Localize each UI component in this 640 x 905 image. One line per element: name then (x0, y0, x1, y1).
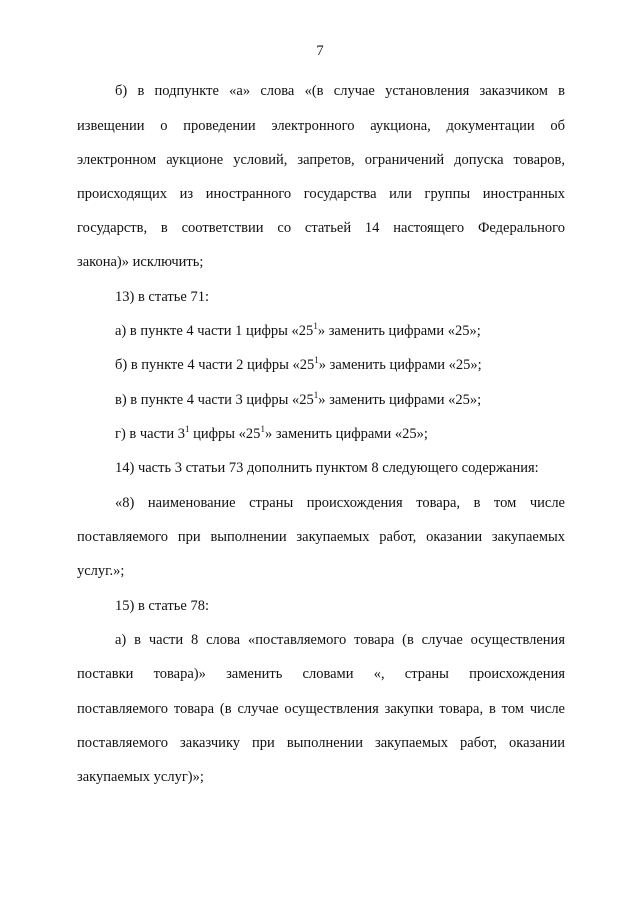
text-line: г) в части $3^1$ цифры «$25^1$» заменить цифрами «25»; (115, 424, 428, 442)
text-line: а) в части 8 слова «поставляемого товара (в случае осуществления (115, 632, 565, 648)
text-line: поставляемого при выполнении закупаемых работ, оказании закупаемых (77, 529, 565, 545)
text-line: в) в пункте 4 части 3 цифры «$25^1$» заменить цифрами «25»; (115, 390, 482, 408)
text-line: государств, в соответствии со статьей 14 настоящего Федерального (77, 220, 565, 236)
text-line: закона)» исключить; (77, 254, 204, 270)
text-line: 13) в статье 71: (115, 289, 209, 305)
text-line: 14) часть 3 статьи 73 дополнить пунктом 8 следующего содержания: (115, 460, 539, 476)
text-line: «8) наименование страны происхождения товара, в том числе (115, 495, 565, 511)
text-line: поставки товара)» заменить словами «, страны происхождения (77, 666, 565, 682)
text-line: электронном аукционе условий, запретов, ограничений допуска товаров, (77, 152, 565, 168)
text-line: услуг.»; (77, 563, 125, 579)
page-number: 7 (316, 43, 324, 59)
text-line: закупаемых услуг)»; (77, 769, 204, 785)
text-line: б) в пункте 4 части 2 цифры «$25^1$» заменить цифрами «25»; (115, 355, 482, 373)
text-line: поставляемого товара (в случае осуществления закупки товара, в том числе (77, 701, 565, 717)
text-line: б) в подпункте «а» слова «(в случае установления заказчиком в (115, 83, 565, 99)
text-line: поставляемого заказчику при выполнении закупаемых работ, оказании (77, 735, 565, 751)
text-line: происходящих из иностранного государства или группы иностранных (77, 186, 565, 202)
text-line: а) в пункте 4 части 1 цифры «$25^1$» заменить цифрами «25»; (115, 321, 481, 339)
text-line: 15) в статье 78: (115, 598, 209, 614)
text-line: извещении о проведении электронного аукциона, документации об (77, 118, 565, 134)
